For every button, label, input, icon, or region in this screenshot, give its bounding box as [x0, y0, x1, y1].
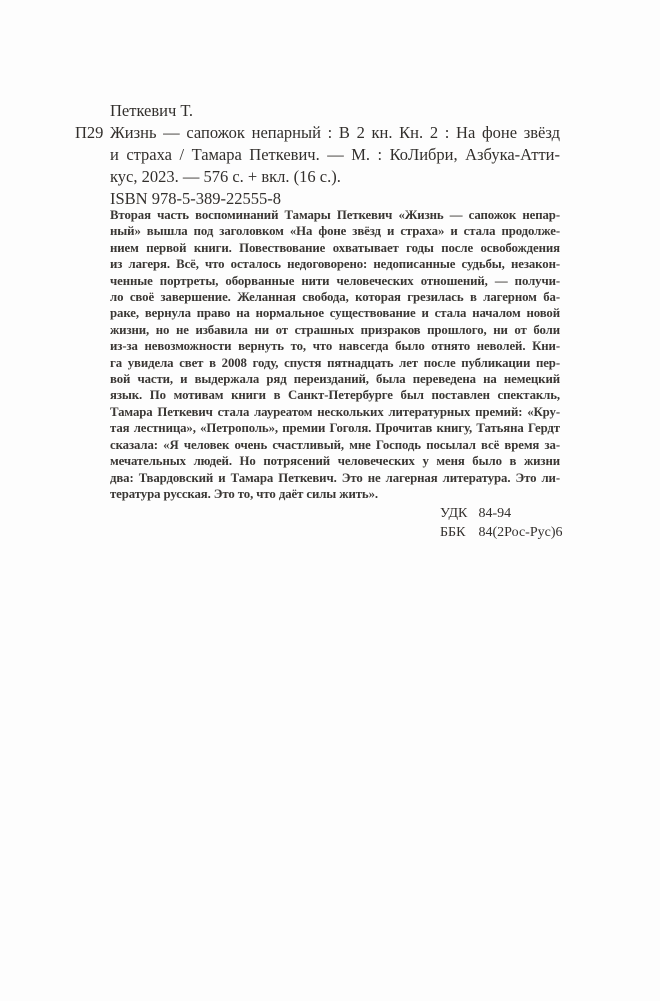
isbn-line: ISBN 978-5-389-22555-8	[110, 189, 281, 208]
bibliographic-record	[75, 100, 560, 210]
text-line: нием первой книги. Повествование охватывает годы после освобождения	[110, 240, 560, 255]
text-line: жизни, но не избавила ни от страшных призраков прошлого, ни от боли	[110, 322, 560, 337]
text-line: Вторая часть воспоминаний Тамары Петкевич «Жизнь — сапожок непар-	[110, 208, 560, 222]
text-line: раке, вернула право на нормальное существование и стала началом новой	[110, 306, 560, 321]
text-line: тература русская. Это то, что даёт силы жить».	[110, 486, 378, 501]
author-heading: Петкевич Т.	[110, 101, 193, 120]
text-line: вой части, и выдержала ряд переизданий, была переведена на немецкий	[110, 372, 560, 387]
udk-value: 84-94	[478, 506, 512, 521]
udk-label: УДК	[440, 506, 468, 521]
text-line: сказала: «Я человек очень счастливый, мне Господь посылал всё время за-	[110, 437, 560, 452]
text-line: тая лестница», «Петрополь», премии Гоголя. Прочитав книгу, Татьяна Гердт	[110, 421, 560, 436]
text-line: и страха / Тамара Петкевич. — М. : КоЛибри, Азбука-Атти-	[110, 145, 560, 164]
bbk-value: 84(2Рос-Рус)6	[478, 524, 563, 540]
catalog-entry	[75, 122, 560, 188]
text-line: два: Твардовский и Тамара Петкевич. Это не лагерная литература. Это ли-	[110, 470, 560, 485]
text-line: Тамара Петкевич стала лауреатом нескольких литературных премий: «Кру-	[110, 404, 560, 419]
catalog-code: П29	[75, 123, 104, 142]
udk-row	[440, 505, 563, 524]
bbk-row	[440, 524, 563, 543]
text-line: ченные портреты, оборванные нити человеческих отношений, — получи-	[110, 273, 560, 288]
bbk-label: ББК	[440, 524, 466, 540]
text-line: ный» вышла под заголовком «На фоне звёзд и страха» и стала продолже-	[110, 224, 560, 239]
text-line: ло своё завершение. Желанная свобода, которая грезилась в лагерном ба-	[110, 290, 560, 305]
text-line: из лагеря. Всё, что осталось недоговорено: недописанные судьбы, незакон-	[110, 257, 560, 272]
text-line: га увидела свет в 2008 году, спустя пятнадцать лет после публикации пер-	[110, 355, 560, 370]
text-line: Жизнь — сапожок непарный : В 2 кн. Кн. 2 : На фоне звёзд	[110, 123, 560, 142]
annotation-paragraph	[110, 207, 560, 502]
classification-codes	[440, 505, 563, 542]
title-description	[110, 122, 560, 188]
text-line: из-за невозможности вернуть то, что навсегда было отнято неволей. Кни-	[110, 339, 560, 354]
text-line: язык. По мотивам книги в Санкт-Петербурге был поставлен спектакль,	[110, 388, 560, 403]
text-line: кус, 2023. — 576 с. + вкл. (16 с.).	[110, 167, 341, 186]
text-line: мечательных людей. Но потрясений человеческих у меня было в жизни	[110, 454, 560, 469]
